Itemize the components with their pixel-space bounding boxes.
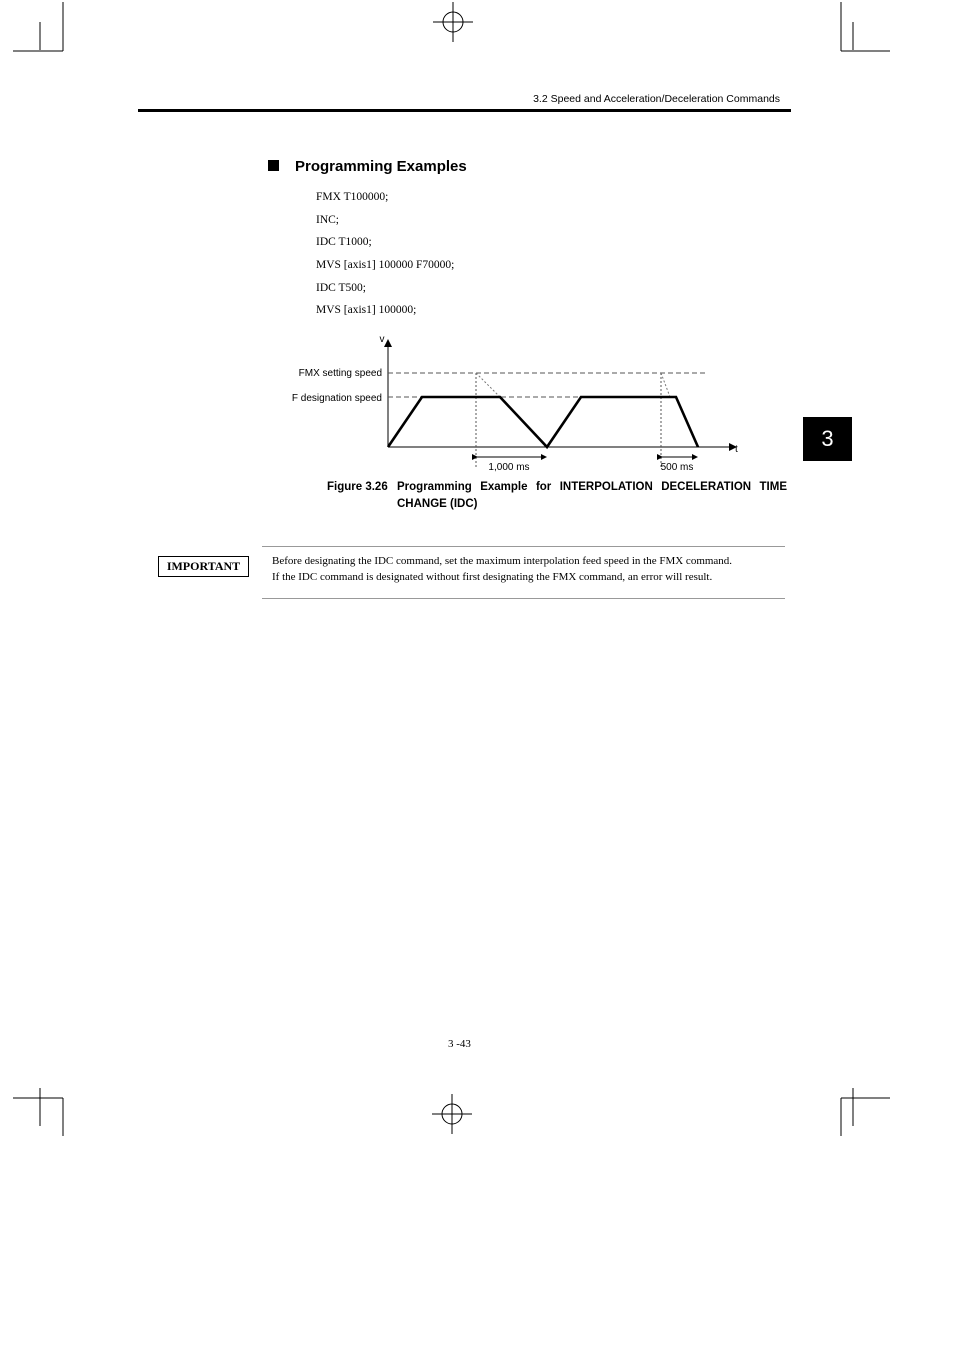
code-line: IDC T1000;	[316, 236, 372, 248]
figure-title-line2: CHANGE (IDC)	[397, 498, 478, 510]
code-line: IDC T500;	[316, 282, 366, 294]
note-top-rule	[262, 546, 785, 547]
chapter-tab: 3	[803, 417, 852, 461]
section-heading	[268, 158, 467, 175]
important-note-line: Before designating the IDC command, set the maximum interpolation feed speed in the FMX command.	[272, 555, 733, 567]
decel-time-label-500: 500 ms	[660, 462, 694, 473]
square-bullet-icon	[268, 160, 279, 171]
code-line: FMX T100000;	[316, 191, 389, 203]
running-header: 3.2 Speed and Acceleration/Deceleration Commands	[533, 93, 780, 105]
code-line: MVS [axis1] 100000 F70000;	[316, 259, 455, 271]
fmx-speed-label: FMX setting speed	[298, 368, 382, 379]
speed-profile-line	[388, 397, 698, 447]
section-heading-text: Programming Examples	[295, 158, 467, 175]
decel-ramp-guide	[476, 373, 500, 397]
note-bottom-rule	[262, 598, 785, 599]
code-line: INC;	[316, 214, 339, 226]
f-speed-label: F designation speed	[291, 393, 382, 404]
x-axis-label: t	[735, 444, 738, 455]
speed-profile-chart	[280, 330, 750, 475]
figure-caption	[327, 479, 787, 513]
page-number: 3 -43	[448, 1038, 471, 1050]
header-rule	[138, 109, 791, 112]
important-label: IMPORTANT	[158, 556, 249, 577]
figure-label: Figure 3.26	[327, 481, 388, 493]
y-axis-label: v	[379, 334, 385, 345]
figure-title-line1: Programming Example for INTERPOLATION DECELERATION TIME	[397, 481, 787, 493]
decel-ramp-guide	[661, 373, 670, 397]
code-line: MVS [axis1] 100000;	[316, 304, 417, 316]
decel-time-label-1000: 1,000 ms	[488, 462, 530, 473]
important-note-line: If the IDC command is designated without first designating the FMX command, an error will result.	[272, 571, 713, 583]
